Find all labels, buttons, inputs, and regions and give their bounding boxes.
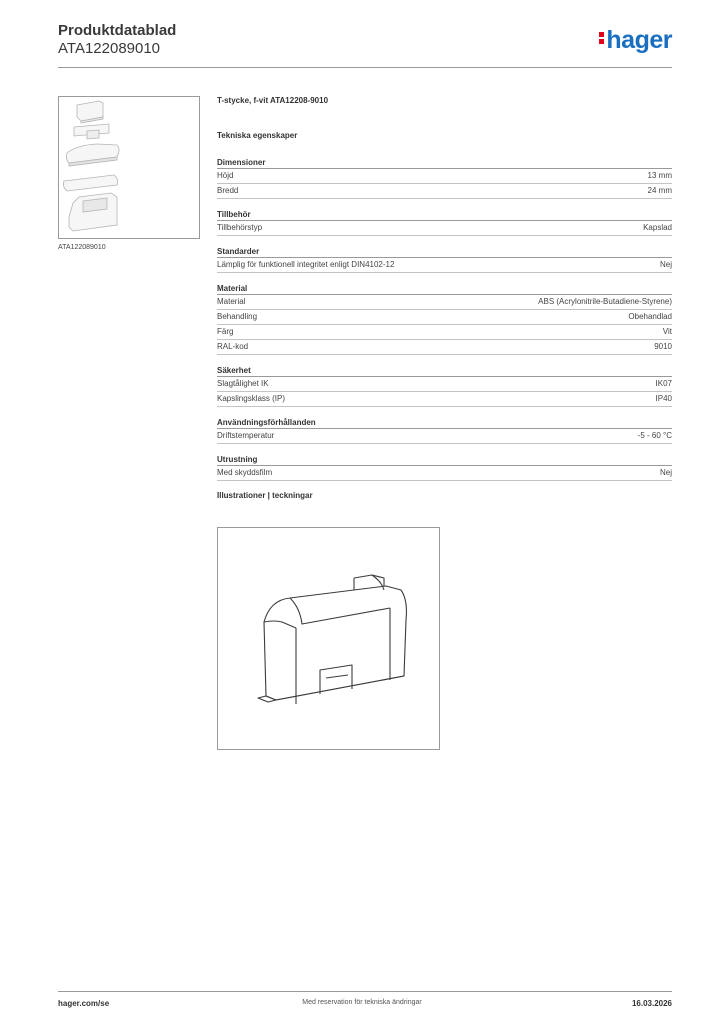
section-title: Dimensioner [217,157,672,169]
article-number: ATA122089010 [58,40,161,57]
spec-row-skyddsfilm [217,466,672,481]
spec-label: Höjd [217,171,234,180]
properties-heading: Tekniska egenskaper [217,131,298,140]
section-utrustning [217,454,672,481]
thumbnail-caption: ATA122089010 [58,244,106,251]
illustrations-heading: Illustrationer | teckningar [217,491,313,500]
logo-dots-icon [599,30,604,46]
spec-label: Färg [217,327,234,336]
exploded-product-icon [59,97,199,238]
section-title: Utrustning [217,454,672,466]
page-title: Produktdatablad [58,22,177,39]
section-sakerhet [217,365,672,407]
footer-divider [58,991,672,992]
section-title: Tillbehör [217,209,672,221]
spec-label: Material [217,297,246,306]
product-drawing [217,527,440,750]
spec-label: Driftstemperatur [217,431,275,440]
spec-label: Kapslingsklass (IP) [217,394,286,403]
footer-disclaimer: Med reservation för tekniska ändringar [302,999,422,1006]
spec-value: Vit [662,327,672,336]
section-anvandningsforhallanden [217,417,672,444]
spec-value: ABS (Acrylonitrile-Butadiene-Styrene) [538,297,672,306]
section-title: Användningsförhållanden [217,417,672,429]
spec-label: Slagtålighet IK [217,379,269,388]
section-dimensioner [217,157,672,199]
spec-row-material [217,295,672,310]
spec-label: Behandling [217,312,258,321]
spec-value: 24 mm [647,186,672,195]
spec-row-driftstemperatur [217,429,672,444]
spec-value: IP40 [655,394,672,403]
hager-logo [599,28,672,53]
spec-label: RAL-kod [217,342,249,351]
section-title: Säkerhet [217,365,672,377]
spec-row-behandling [217,310,672,325]
spec-label: Tillbehörstyp [217,223,263,232]
spec-value: 13 mm [647,171,672,180]
logo-text: hager [606,26,672,54]
t-piece-drawing-icon [218,528,439,749]
spec-row-ral-kod [217,340,672,355]
header-divider [58,67,672,68]
spec-row-farg [217,325,672,340]
spec-label: Lämplig för funktionell integritet enligt DIN4102-12 [217,260,395,269]
spec-value: Nej [659,260,672,269]
section-title: Standarder [217,246,672,258]
section-title: Material [217,283,672,295]
section-standarder [217,246,672,273]
spec-row-slagtalighet [217,377,672,392]
section-tillbehor [217,209,672,236]
footer-date: 16.03.2026 [631,999,672,1008]
spec-content [217,96,672,500]
spec-value: IK07 [655,379,672,388]
spec-row-bredd [217,184,672,199]
spec-row-kapslingsklass [217,392,672,407]
spec-value: Nej [659,468,672,477]
product-title: T-stycke, f-vit ATA12208-9010 [217,96,329,105]
spec-value: 9010 [654,342,672,351]
spec-row-tillbehorstyp [217,221,672,236]
spec-value: -5 - 60 °C [637,431,672,440]
spec-row-din4102 [217,258,672,273]
section-material [217,283,672,355]
spec-label: Med skyddsfilm [217,468,273,477]
spec-value: Obehandlad [628,312,672,321]
spec-label: Bredd [217,186,239,195]
footer-website-link[interactable]: hager.com/se [58,999,110,1008]
spec-row-hojd [217,169,672,184]
spec-value: Kapslad [643,223,672,232]
product-thumbnail [58,96,200,239]
